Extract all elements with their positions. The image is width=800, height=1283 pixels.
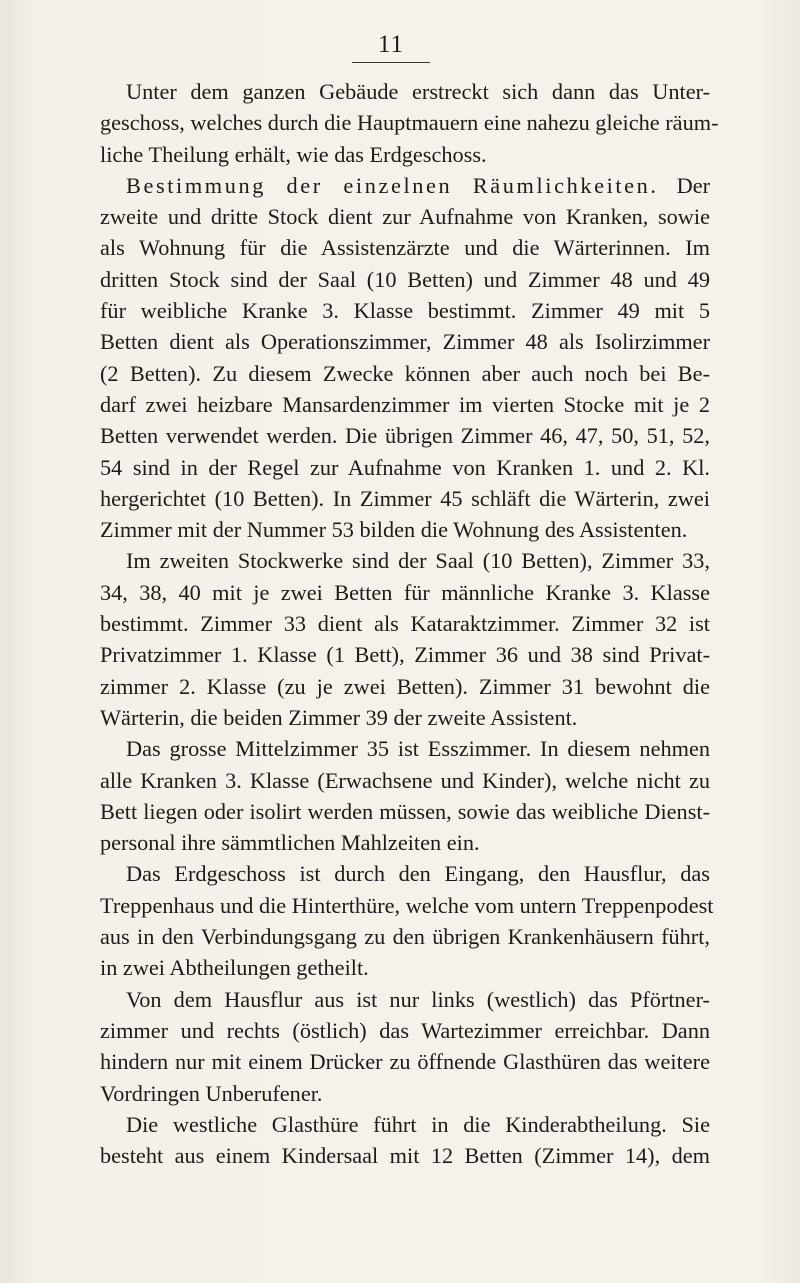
text-line: Wärterin, die beiden Zimmer 39 der zweite Assistent.: [100, 704, 578, 730]
text-line: hergerichtet (10 Betten). In Zimmer 45 schläft die Wärterin, zwei: [100, 485, 710, 511]
text-line: Bett liegen oder isolirt werden müssen, sowie das weibliche Dienst-: [100, 798, 710, 824]
text-line: 34, 38, 40 mit je zwei Betten für männliche Kranke 3. Klasse: [100, 579, 710, 605]
text-line: zimmer 2. Klasse (zu je zwei Betten). Zimmer 31 bewohnt die: [100, 673, 710, 699]
text-line: Von dem Hausflur aus ist nur links (westlich) das Pförtner-: [126, 986, 710, 1012]
text-line: Betten dient als Operationszimmer, Zimmer 48 als Isolirzimmer: [100, 329, 710, 355]
text-line: liche Theilung erhält, wie das Erdgeschoss.: [100, 141, 487, 167]
text-line: (2 Betten). Zu diesem Zwecke können aber auch noch bei Be-: [100, 360, 710, 386]
text-line: Vordringen Unberufener.: [100, 1080, 323, 1106]
text-line: Das grosse Mittelzimmer 35 ist Esszimmer. In diesem nehmen: [126, 736, 710, 762]
text-line: alle Kranken 3. Klasse (Erwachsene und Kinder), welche nicht zu: [100, 767, 710, 793]
body-text: [100, 76, 719, 1171]
text-line: Das Erdgeschoss ist durch den Eingang, den Hausflur, das: [126, 861, 710, 887]
text-line: 54 sind in der Regel zur Aufnahme von Kranken 1. und 2. Kl.: [100, 454, 710, 480]
text-line: als Wohnung für die Assistenzärzte und die Wärterinnen. Im: [100, 235, 710, 261]
text-line: zweite und dritte Stock dient zur Aufnahme von Kranken, sowie: [100, 204, 710, 230]
text-line: besteht aus einem Kindersaal mit 12 Betten (Zimmer 14), dem: [100, 1143, 710, 1169]
text-line: Unter dem ganzen Gebäude erstreckt sich dann das Unter-: [126, 79, 710, 104]
text-line: Betten verwendet werden. Die übrigen Zimmer 46, 47, 50, 51, 52,: [100, 423, 710, 449]
text-line: in zwei Abtheilungen getheilt.: [100, 955, 369, 981]
section-heading: Bestimmung der einzelnen Räumlichkeiten.: [126, 172, 659, 198]
text-line: Privatzimmer 1. Klasse (1 Bett), Zimmer 36 und 38 sind Privat-: [100, 642, 710, 668]
text-line: aus in den Verbindungsgang zu den übrigen Krankenhäusern führt,: [100, 924, 710, 950]
text-line: Zimmer mit der Nummer 53 bilden die Wohnung des Assistenten.: [100, 517, 688, 543]
text-line: darf zwei heizbare Mansardenzimmer im vierten Stocke mit je 2: [100, 391, 710, 417]
text-line: zimmer und rechts (östlich) das Wartezimmer erreichbar. Dann: [100, 1017, 710, 1043]
text-line: für weibliche Kranke 3. Klasse bestimmt. Zimmer 49 mit 5: [100, 298, 710, 324]
text-line: Treppenhaus und die Hinterthüre, welche vom untern Treppenpodest: [100, 892, 714, 918]
page-number: 11: [352, 30, 430, 63]
text-line: personal ihre sämmtlichen Mahlzeiten ein.: [100, 830, 480, 856]
text-line: bestimmt. Zimmer 33 dient als Kataraktzimmer. Zimmer 32 ist: [100, 611, 710, 637]
text-line: [100, 170, 710, 201]
text-line: hindern nur mit einem Drücker zu öffnende Glasthüren das weitere: [100, 1049, 710, 1075]
text-line: Im zweiten Stockwerke sind der Saal (10 Betten), Zimmer 33,: [126, 548, 710, 574]
line-text: Der: [658, 172, 711, 198]
text-line: dritten Stock sind der Saal (10 Betten) und Zimmer 48 und 49: [100, 266, 710, 292]
text-line: geschoss, welches durch die Hauptmauern eine nahezu gleiche räum-: [100, 110, 719, 136]
text-line: Die westliche Glasthüre führt in die Kinderabtheilung. Sie: [126, 1111, 710, 1137]
